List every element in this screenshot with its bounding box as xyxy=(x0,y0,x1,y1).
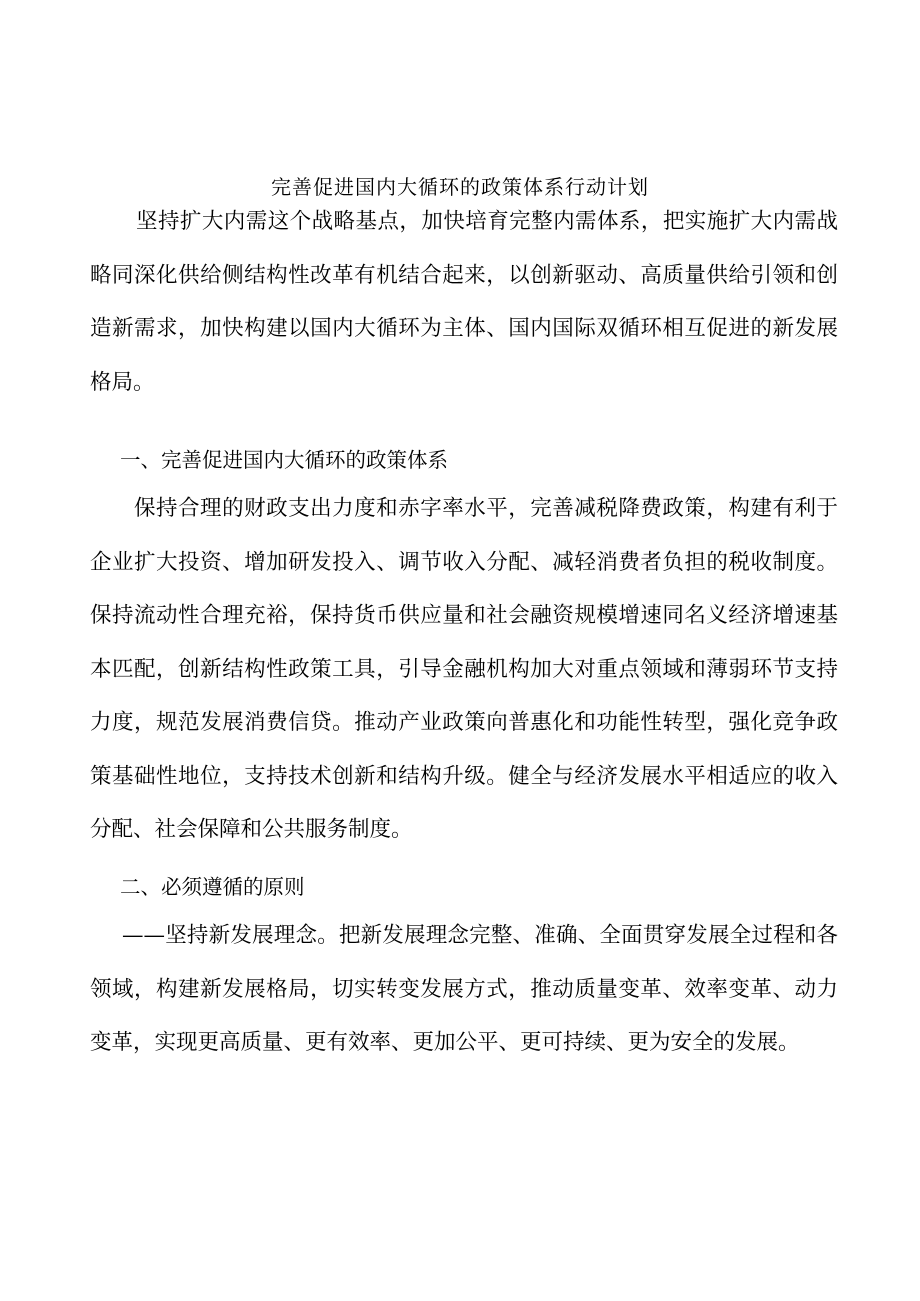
section-body-2: ——坚持新发展理念。把新发展理念完整、准确、全面贯穿发展全过程和各领域，构建新发展格局，切实转变发展方式，推动质量变革、效率变革、动力变革，实现更高质量、更有效率、更加公平、更可持续、更为安全的发展。 xyxy=(90,923,838,1055)
section-heading-1: 一、完善促进国内大循环的政策体系 xyxy=(120,448,448,472)
document-title: 完善促进国内大循环的政策体系行动计划 xyxy=(271,175,649,199)
intro-paragraph: 坚持扩大内需这个战略基点，加快培育完整内需体系，把实施扩大内需战略同深化供给侧结构性改革有机结合起来，以创新驱动、高质量供给引领和创造新需求，加快构建以国内大循环为主体、国内国际双循环相互促进的新发展格局。 xyxy=(90,209,838,395)
section-body-1: 保持合理的财政支出力度和赤字率水平，完善减税降费政策，构建有利于企业扩大投资、增加研发投入、调节收入分配、减轻消费者负担的税收制度。保持流动性合理充裕，保持货币供应量和社会融资规模增速同名义经济增速基本匹配，创新结构性政策工具，引导金融机构加大对重点领域和薄弱环节支持力度，规范发展消费信贷。推动产业政策向普惠化和功能性转型，强化竞争政策基础性地位，支持技术创新和结构升级。健全与经济发展水平相适应的收入分配、社会保障和公共服务制度。 xyxy=(90,496,838,842)
section-heading-2: 二、必须遵循的原则 xyxy=(120,875,305,899)
